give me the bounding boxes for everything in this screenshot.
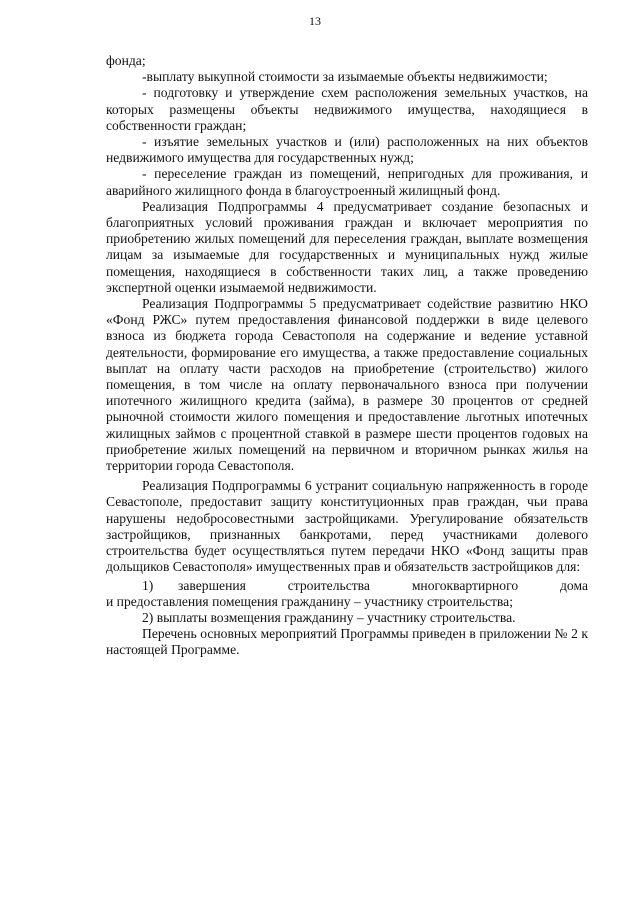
list-item-2: 2) выплаты возмещения гражданину – участнику строительства.: [142, 609, 516, 625]
paragraph-fund-end: фонда;: [106, 53, 146, 68]
paragraph-subprogram-6: Реализация Подпрограммы 6 устранит социальную напряженность в городе Севастополе, предоставит защиту конституционных прав граждан, чьи права нарушены недобросовестными застройщиками. Урегулирование обязательств застройщиков, признанных банкротами, перед участниками долевого строительства будет осуществляться путем передачи НКО «Фонд защиты прав дольщиков Севастополя» имущественных прав и обязательств застройщиков для:: [106, 478, 588, 575]
list-item-1-first-line: завершения строительства многоквартирного дома: [178, 577, 588, 593]
page-number: 13: [309, 14, 321, 28]
paragraph-appendix-reference: Перечень основных мероприятий Программы приведен в приложении № 2 к настоящей Программе.: [106, 626, 588, 658]
paragraph-subprogram-4: Реализация Подпрограммы 4 предусматривает создание безопасных и благоприятных условий проживания граждан и включает мероприятия по приобретению жилых помещений для переселения граждан, выплате возмещения лицам за изымаемые для государственных и муниципальных нужд жилые помещения, находящиеся в собственности таких лиц, а также проведению экспертной оценки изымаемой недвижимости.: [106, 198, 588, 295]
list-item-1-number: 1): [142, 577, 154, 593]
list-item-1: [106, 578, 588, 594]
paragraph-resettlement: - переселение граждан из помещений, непригодных для проживания, и аварийного жилищного фонда в благоустроенный жилищный фонд.: [106, 166, 588, 198]
paragraph-land-schemes: - подготовку и утверждение схем расположения земельных участков, на которых размещены объекты недвижимого имущества, находящиеся в собственности граждан;: [106, 85, 588, 133]
list-item-1-continuation: и предоставления помещения гражданину – участнику строительства;: [106, 593, 513, 609]
paragraph-subprogram-5: Реализация Подпрограммы 5 предусматривает содействие развитию НКО «Фонд РЖС» путем предоставления финансовой поддержки в виде целевого взноса из бюджета города Севастополя на содержание и ведение уставной деятельности, формирование его имущества, а также предоставление социальных выплат на оплату части расходов на приобретение (строительство) жилого помещения, в том числе на оплату первоначального взноса при получении ипотечного жилищного кредита (займа), в размере 30 процентов от средней рыночной стоимости жилого помещения и предоставление льготных ипотечных жилищных займов с процентной ставкой в размере шести процентов годовых на приобретение жилых помещений на первичном и вторичном рынках жилья на территории города Севастополя.: [106, 296, 588, 474]
paragraph-buyout-payment: -выплату выкупной стоимости за изымаемые объекты недвижимости;: [142, 69, 548, 85]
document-body: [106, 53, 588, 659]
paragraph-land-seizure: - изъятие земельных участков и (или) расположенных на них объектов недвижимого имущества для государственных нужд;: [106, 134, 588, 166]
